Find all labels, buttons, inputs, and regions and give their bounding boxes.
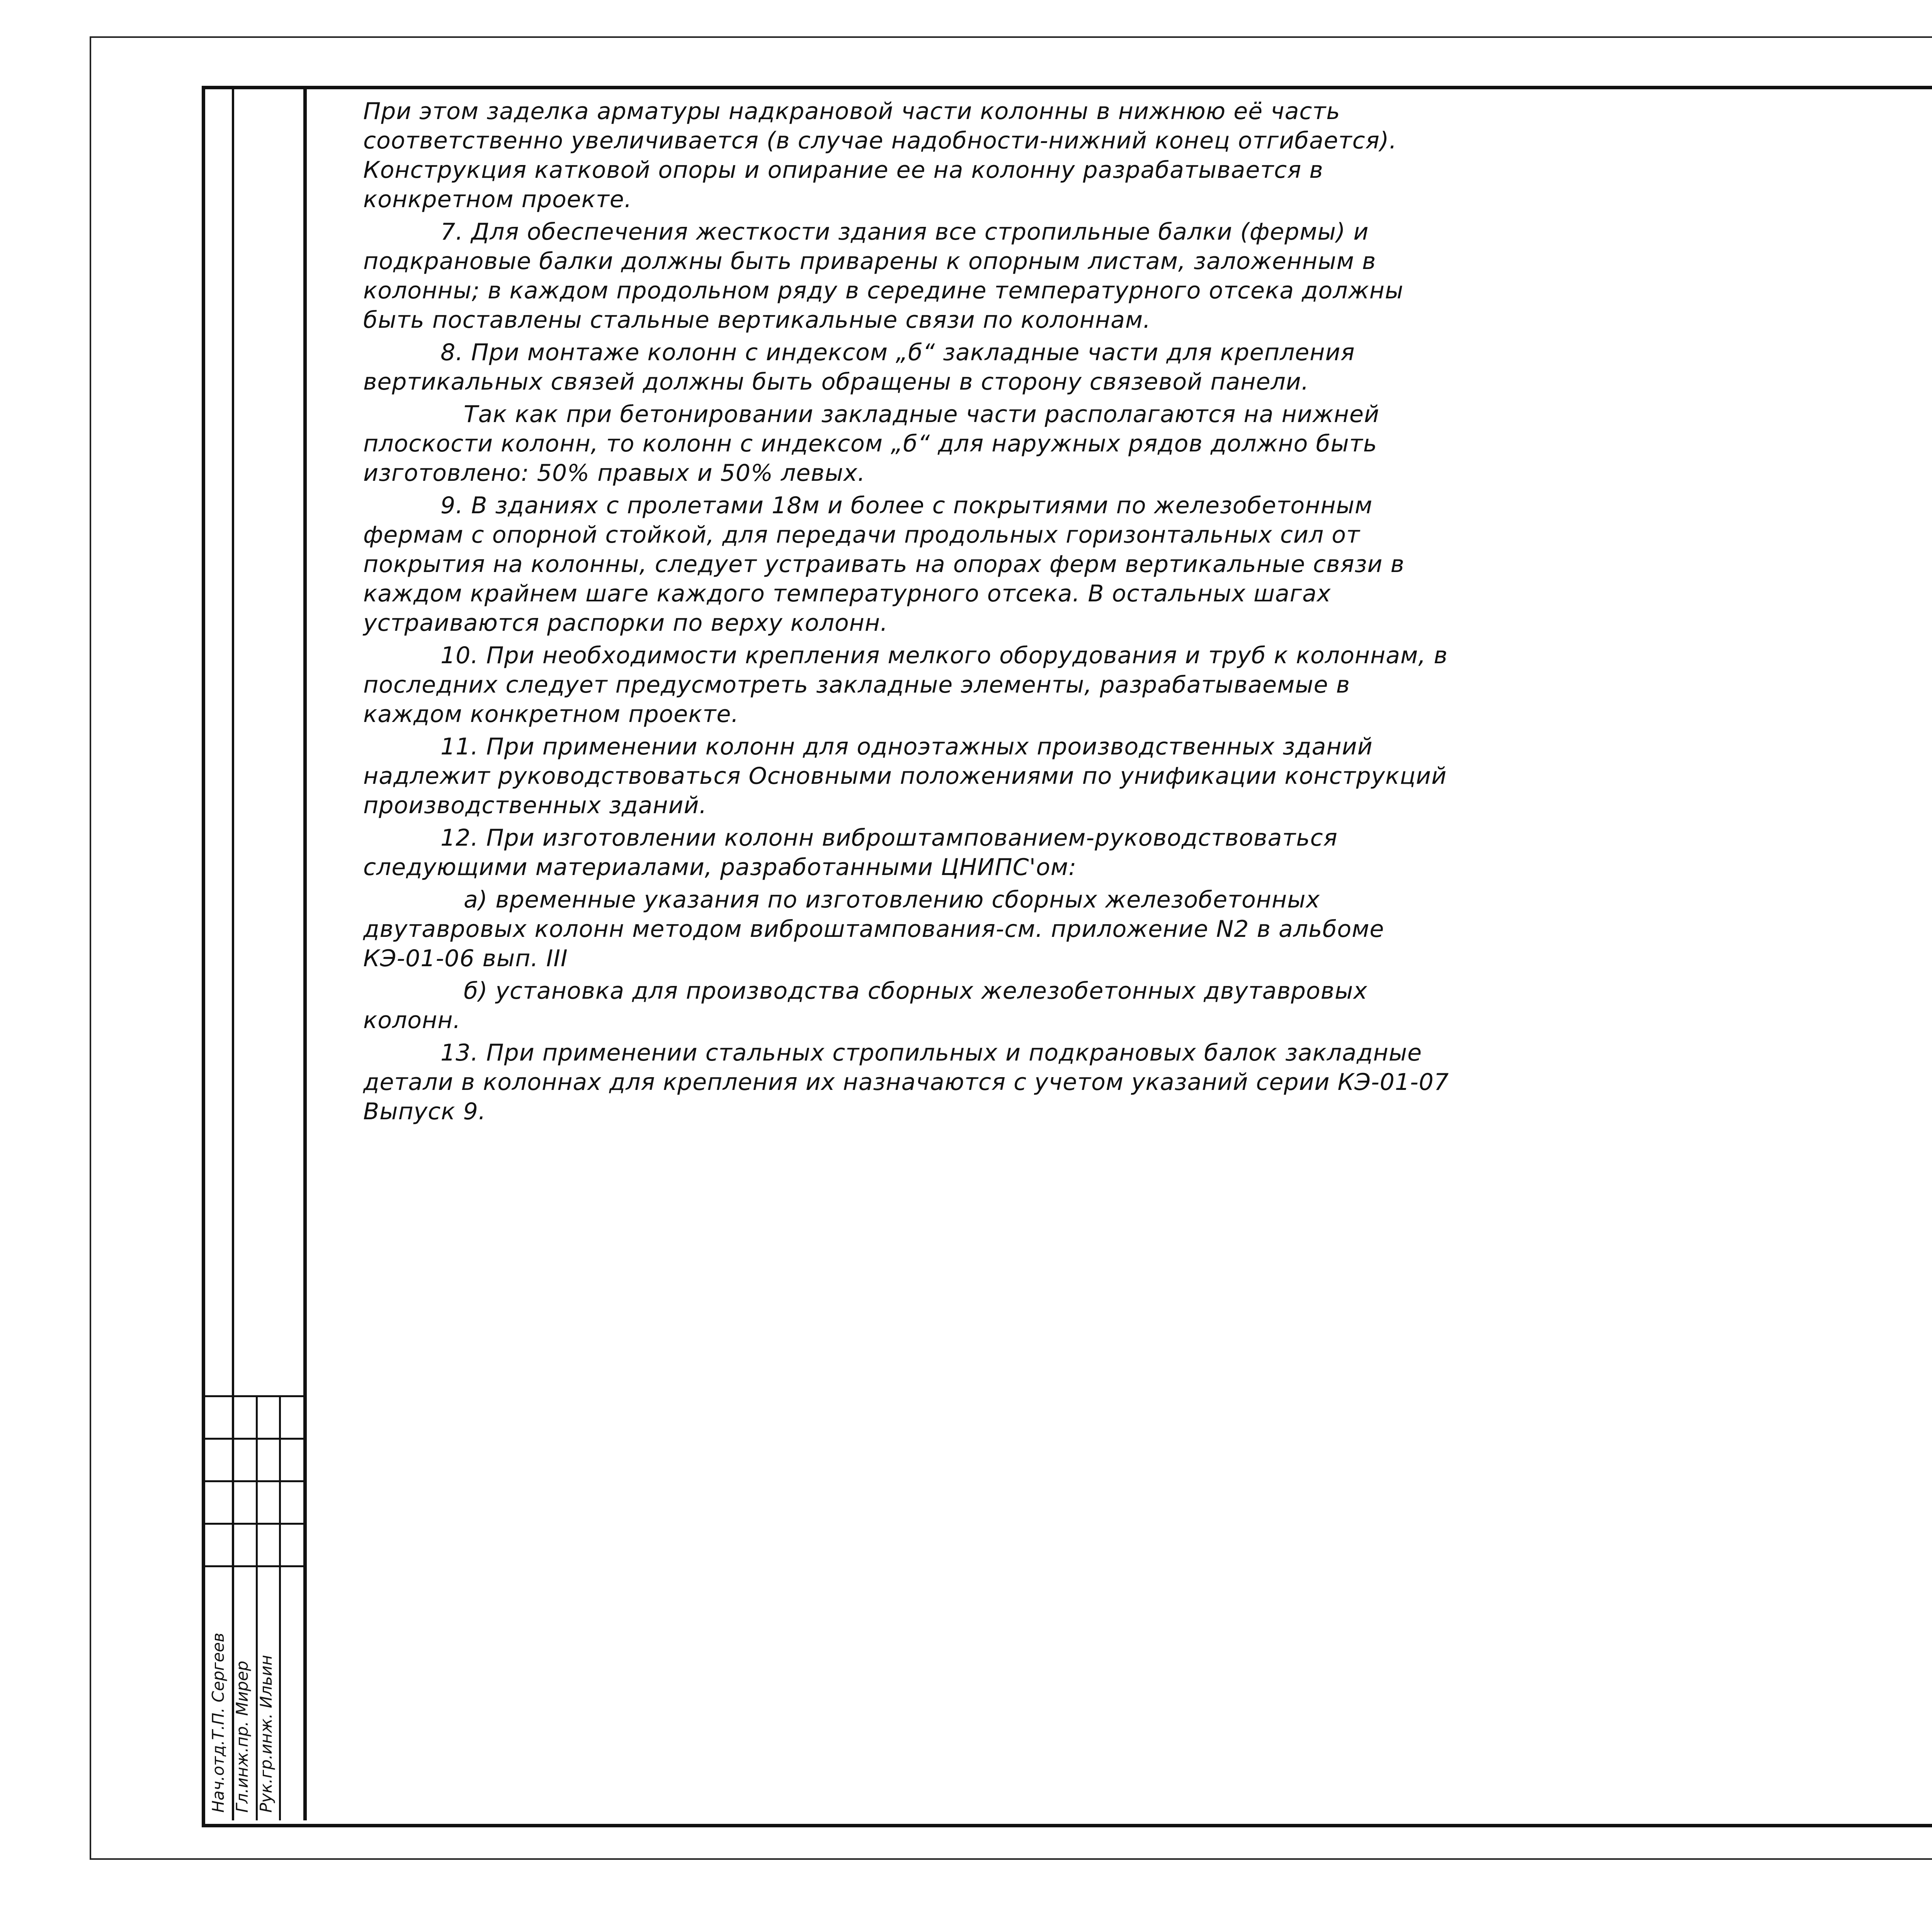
signature-role: Рук.гр.инж.: [257, 1713, 276, 1813]
signature-row-line: [205, 1480, 306, 1482]
paragraph: б) установка для производства сборных железобетонных двутавровых колонн.: [363, 977, 1367, 1034]
paragraph: 7. Для обеспечения жесткости здания все стропильные балки (фермы) и подкрановые балки должны быть приварены к опорным листам, заложенным в колонны; в каждом продольном ряду в середине температурного отсека должны быть поставлены стальные вертикальные связи по колоннам.: [363, 218, 1404, 334]
signature-role: Гл.инж.пр.: [233, 1721, 252, 1813]
signature-row-line: [205, 1565, 306, 1567]
signature-name: Сергеев: [209, 1633, 228, 1702]
paragraph: 9. В зданиях с пролетами 18м и более с покрытиями по железобетонным фермам с опорной стойкой, для передачи продольных горизонтальных сил от покрытия на колонны, следует устраивать на опорах ферм вертикальные связи в каждом крайнем шаге каждого температурного отсека. В остальных шагах устраиваются распорки по верху колонн.: [363, 492, 1405, 637]
paragraph: а) временные указания по изготовлению сборных железобетонных двутавровых колонн методом виброштампования-см. приложение N2 в альбоме КЭ-01-06 вып. III: [363, 886, 1384, 972]
explanatory-note-text: [363, 97, 1453, 1129]
signature-row: [209, 1633, 228, 1813]
signature-row-line: [205, 1523, 306, 1525]
margin-line: [303, 86, 307, 1820]
paragraph: При этом заделка арматуры надкрановой части колонны в нижнюю её часть соответственно увеличивается (в случае надобности-нижний конец отгибается). Конструкция катковой опоры и опирание ее на колонну разрабатывается в конкретном проекте.: [363, 98, 1397, 213]
signature-name: Мирер: [233, 1660, 252, 1716]
paragraph: 8. При монтаже колонн с индексом „б“ закладные части для крепления вертикальных связей должны быть обращены в сторону связевой панели.: [363, 339, 1355, 395]
paragraph: 10. При необходимости крепления мелкого оборудования и труб к колоннам, в последних следует предусмотреть закладные элементы, разрабатываемые в каждом конкретном проекте.: [363, 642, 1448, 728]
signature-name: Ильин: [257, 1655, 276, 1708]
signature-row-line: [205, 1395, 306, 1397]
margin-line: [232, 86, 234, 1820]
signature-role: Нач.отд.Т.П.: [209, 1708, 228, 1813]
signature-column-line: [279, 1395, 281, 1820]
paragraph: Так как при бетонировании закладные части располагаются на нижней плоскости колонн, то колонн с индексом „б“ для наружных рядов должно быть изготовлено: 50% правых и 50% левых.: [363, 401, 1380, 487]
signature-row: [257, 1655, 276, 1813]
paragraph: 13. При применении стальных стропильных и подкрановых балок закладные детали в колоннах для крепления их назначаются с учетом указаний серии КЭ-01-07 Выпуск 9.: [363, 1039, 1449, 1125]
signature-row: [233, 1661, 252, 1813]
paragraph: 12. При изготовлении колонн виброштампованием-руководствоваться следующими материалами, разработанными ЦНИПС'ом:: [363, 824, 1338, 881]
signature-row-line: [205, 1438, 306, 1440]
paragraph: 11. При применении колонн для одноэтажных производственных зданий надлежит руководствоваться Основными положениями по унификации конструкций производственных зданий.: [363, 733, 1447, 819]
